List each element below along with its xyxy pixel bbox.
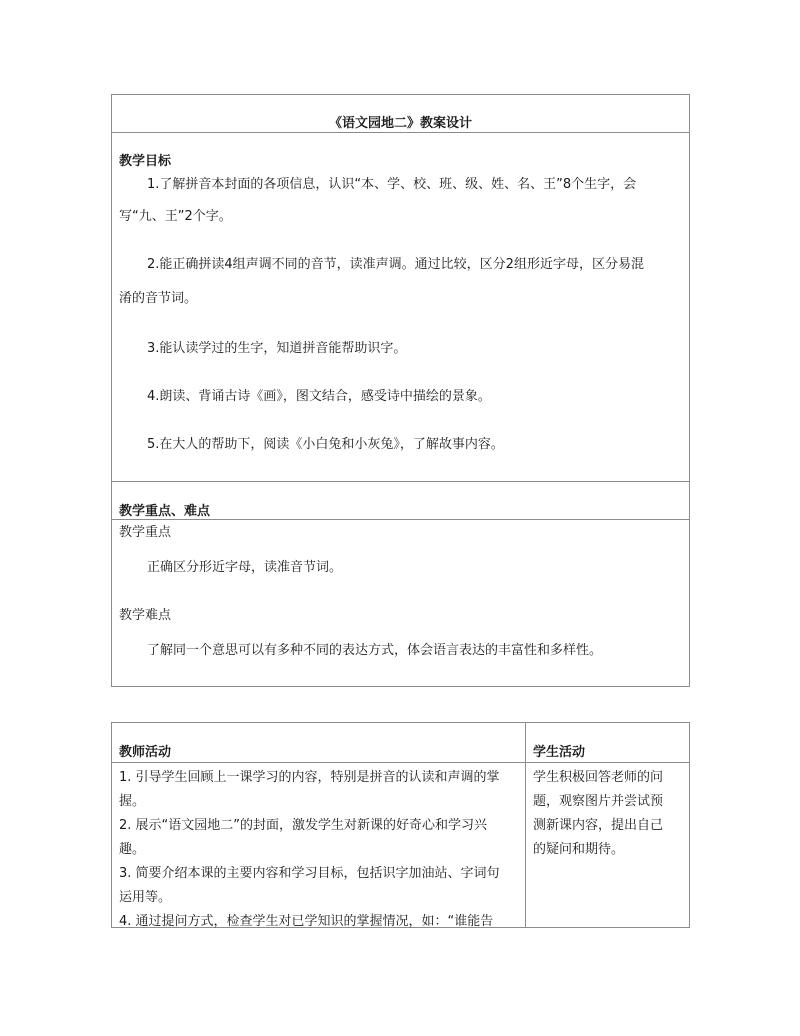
focus-text: 正确区分形近字母，读准音节词。 (147, 560, 343, 575)
document-title: 《语文园地二》教案设计 (328, 116, 472, 131)
title-row (112, 95, 689, 132)
objective-4: 4.朗读、背诵古诗《画》，图文结合，感受诗中描绘的景象。 (147, 389, 491, 404)
objective-3: 3.能认读学过的生字，知道拼音能帮助识字。 (147, 341, 407, 356)
teacher-activity-cell (119, 766, 519, 934)
student-activity-line: 学生积极回答老师的问 (533, 770, 664, 785)
objectives-heading: 教学目标 (119, 154, 172, 169)
difficulty-label: 教学难点 (119, 608, 172, 623)
difficulty-text: 了解同一个意思可以有多种不同的表达方式，体会语言表达的丰富性和多样性。 (147, 643, 603, 658)
teacher-activity-line: 2. 展示“语文园地二”的封面，激发学生对新课的好奇心和学习兴 (119, 818, 488, 833)
student-activity-line: 测新课内容，提出自己 (533, 818, 664, 833)
key-points-heading-row (112, 481, 689, 519)
objective-5: 5.在大人的帮助下，阅读《小白兔和小灰兔》，了解故事内容。 (147, 437, 504, 452)
objectives-content (112, 170, 689, 481)
student-activity-header: 学生活动 (533, 745, 586, 760)
student-activity-cell (533, 766, 683, 862)
student-activity-line: 的疑问和期待。 (533, 842, 625, 857)
key-points-heading: 教学重点、难点 (119, 504, 211, 519)
objective-2-line-1: 2.能正确拼读4组声调不同的音节，读准声调。通过比较，区分2组形近字母，区分易混 (147, 257, 644, 272)
key-points-content (112, 519, 689, 688)
teacher-activity-line: 3. 简要介绍本课的主要内容和学习目标，包括识字加油站、字词句 (119, 866, 500, 881)
activities-body-row (112, 762, 689, 929)
objectives-heading-row (112, 132, 689, 170)
teacher-activity-line: 运用等。 (119, 890, 172, 905)
teacher-activity-line: 趣。 (119, 842, 146, 857)
teacher-activity-header: 教师活动 (119, 745, 172, 760)
teacher-activity-line: 4. 通过提问方式，检查学生对已学知识的掌握情况，如：“谁能告 (119, 914, 494, 929)
objective-1-line-2: 写“九、王”2个字。 (119, 209, 232, 224)
activities-table (111, 722, 690, 928)
student-activity-line: 题，观察图片并尝试预 (533, 794, 664, 809)
teacher-activity-line: 1. 引导学生回顾上一课学习的内容，特别是拼音的认读和声调的掌 (119, 770, 500, 785)
focus-label: 教学重点 (119, 525, 172, 540)
lesson-plan-table (111, 94, 690, 687)
objective-1-line-1: 1.了解拼音本封面的各项信息，认识“本、学、校、班、级、姓、名、王”8个生字，会 (147, 177, 637, 192)
teacher-activity-line: 握。 (119, 794, 146, 809)
objective-2-line-2: 淆的音节词。 (119, 291, 198, 306)
activities-header-row (112, 723, 689, 762)
